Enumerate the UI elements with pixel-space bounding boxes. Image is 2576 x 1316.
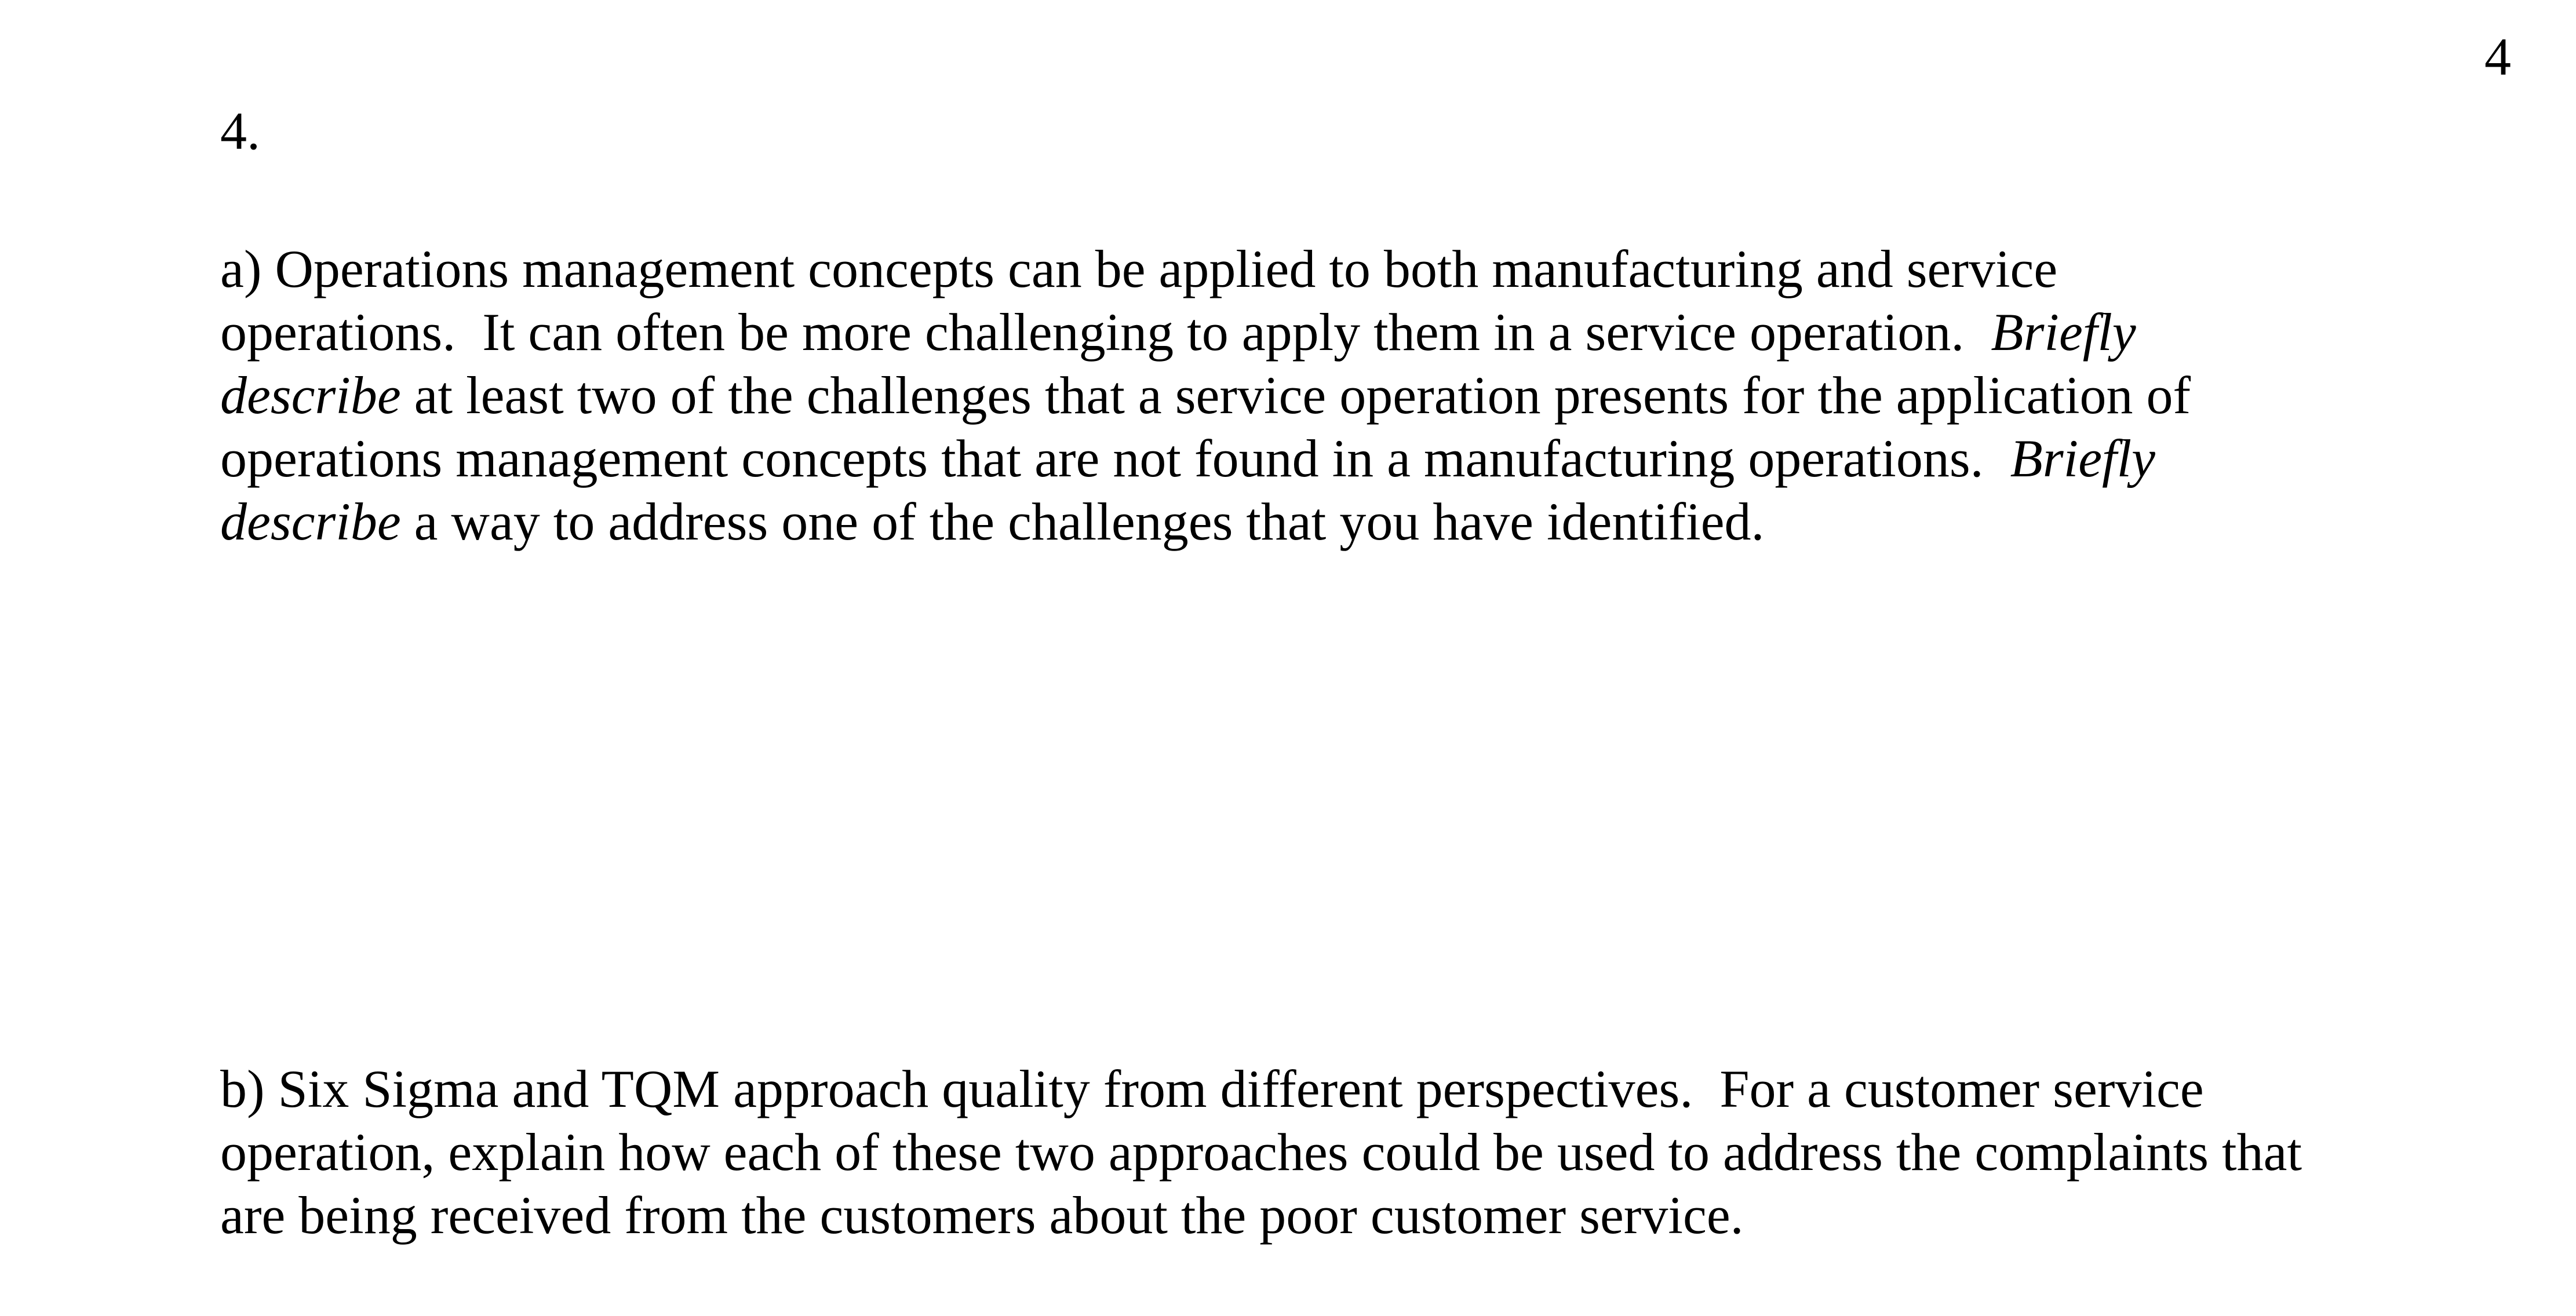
part-a-line-4-emphasis: Briefly <box>2010 429 2156 488</box>
question-number: 4. <box>220 101 260 161</box>
part-a-line-2-emphasis: Briefly <box>1991 302 2136 362</box>
part-a-line-2-text: operations. It can often be more challenging to apply them in a service operation. <box>220 302 1991 362</box>
part-b-line-2: operation, explain how each of these two approaches could be used to address the complaints that <box>220 1122 2302 1182</box>
part-a-line-3-text: at least two of the challenges that a service operation presents for the application of <box>400 366 2191 425</box>
part-a-line-5-text: a way to address one of the challenges that you have identified. <box>400 492 1765 551</box>
part-a-line-1: a) Operations management concepts can be applied to both manufacturing and service <box>220 239 2058 298</box>
part-a-line-4 <box>220 427 2562 490</box>
part-a-line-3 <box>220 364 2562 427</box>
part-b-line-1: b) Six Sigma and TQM approach quality from different perspectives. For a customer service <box>220 1059 2204 1118</box>
question-part-a <box>220 238 2562 553</box>
part-a-line-5 <box>220 490 2562 553</box>
part-a-line-4-text: operations management concepts that are not found in a manufacturing operations. <box>220 429 2010 488</box>
part-a-line-2 <box>220 301 2562 364</box>
part-b-line-3: are being received from the customers about the poor customer service. <box>220 1186 1744 1245</box>
part-a-line-3-emphasis: describe <box>220 366 401 425</box>
page-number: 4 <box>2484 27 2511 86</box>
part-a-line-5-emphasis: describe <box>220 492 401 551</box>
question-part-b <box>220 1058 2562 1247</box>
